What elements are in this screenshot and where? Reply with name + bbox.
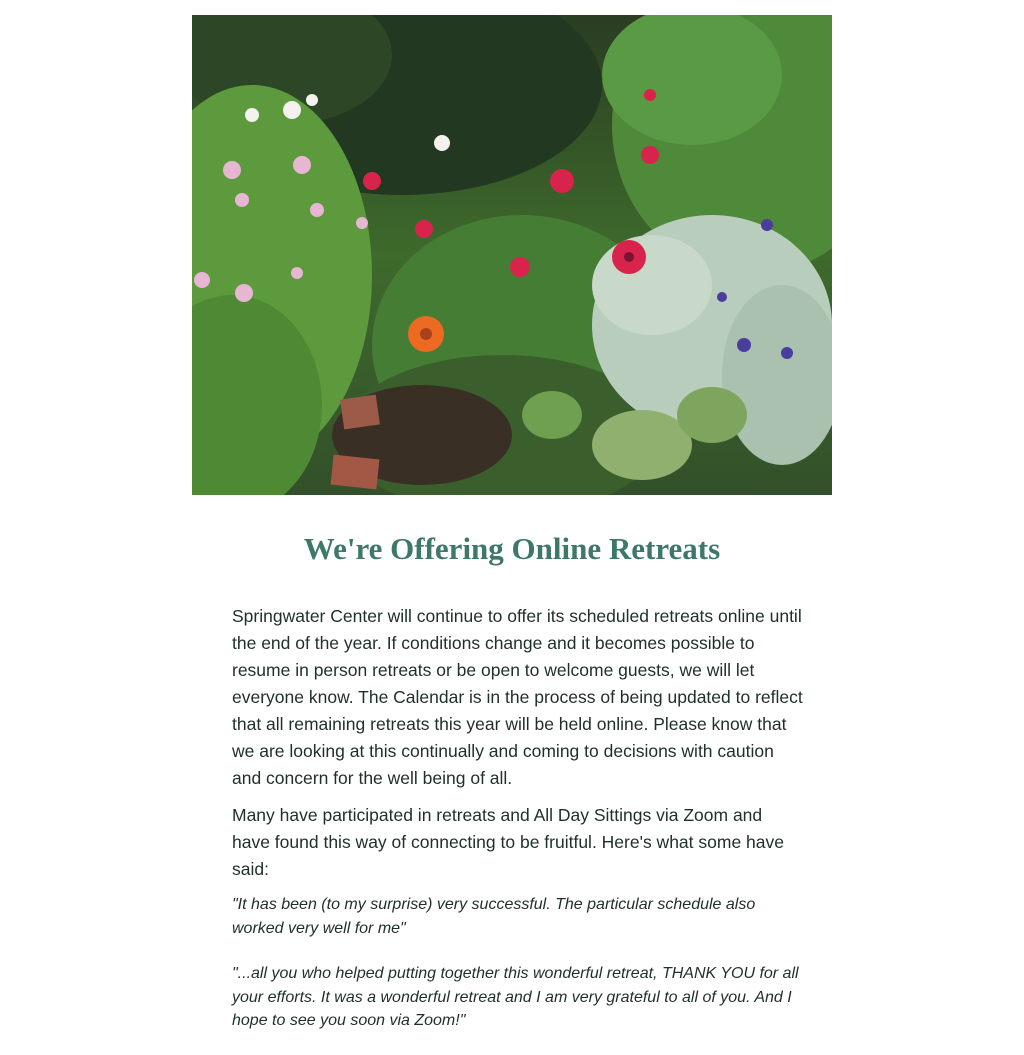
testimonial-quote: "...all you who helped putting together this wonderful retreat, THANK YOU for all your efforts. It was a wonderful retreat and I am very grateful to all of you. And I hope to see you soon via Zoom!" (232, 965, 799, 1029)
hero-image (192, 15, 832, 495)
garden-flowers-photo (192, 15, 832, 495)
intro-paragraph: Springwater Center will continue to offer its scheduled retreats online until the end of the year. If conditions change and it becomes possible to resume in person retreats or be open to welcome guests, we will let everyone know. The Calendar is in the process of being updated to reflect that all remaining retreats this year will be held online. Please know that we are looking at this continually and coming to decisions with caution and concern for the well being of all. (232, 606, 803, 788)
page-title: We're Offering Online Retreats (303, 531, 721, 566)
article-body (232, 603, 804, 1055)
participation-paragraph: Many have participated in retreats and All Day Sittings via Zoom and have found this way of connecting to be fruitful. Here's what some have said: (232, 805, 784, 879)
testimonial-quote: "It has been (to my surprise) very successful. The particular schedule also worked very well for me" (232, 896, 756, 937)
